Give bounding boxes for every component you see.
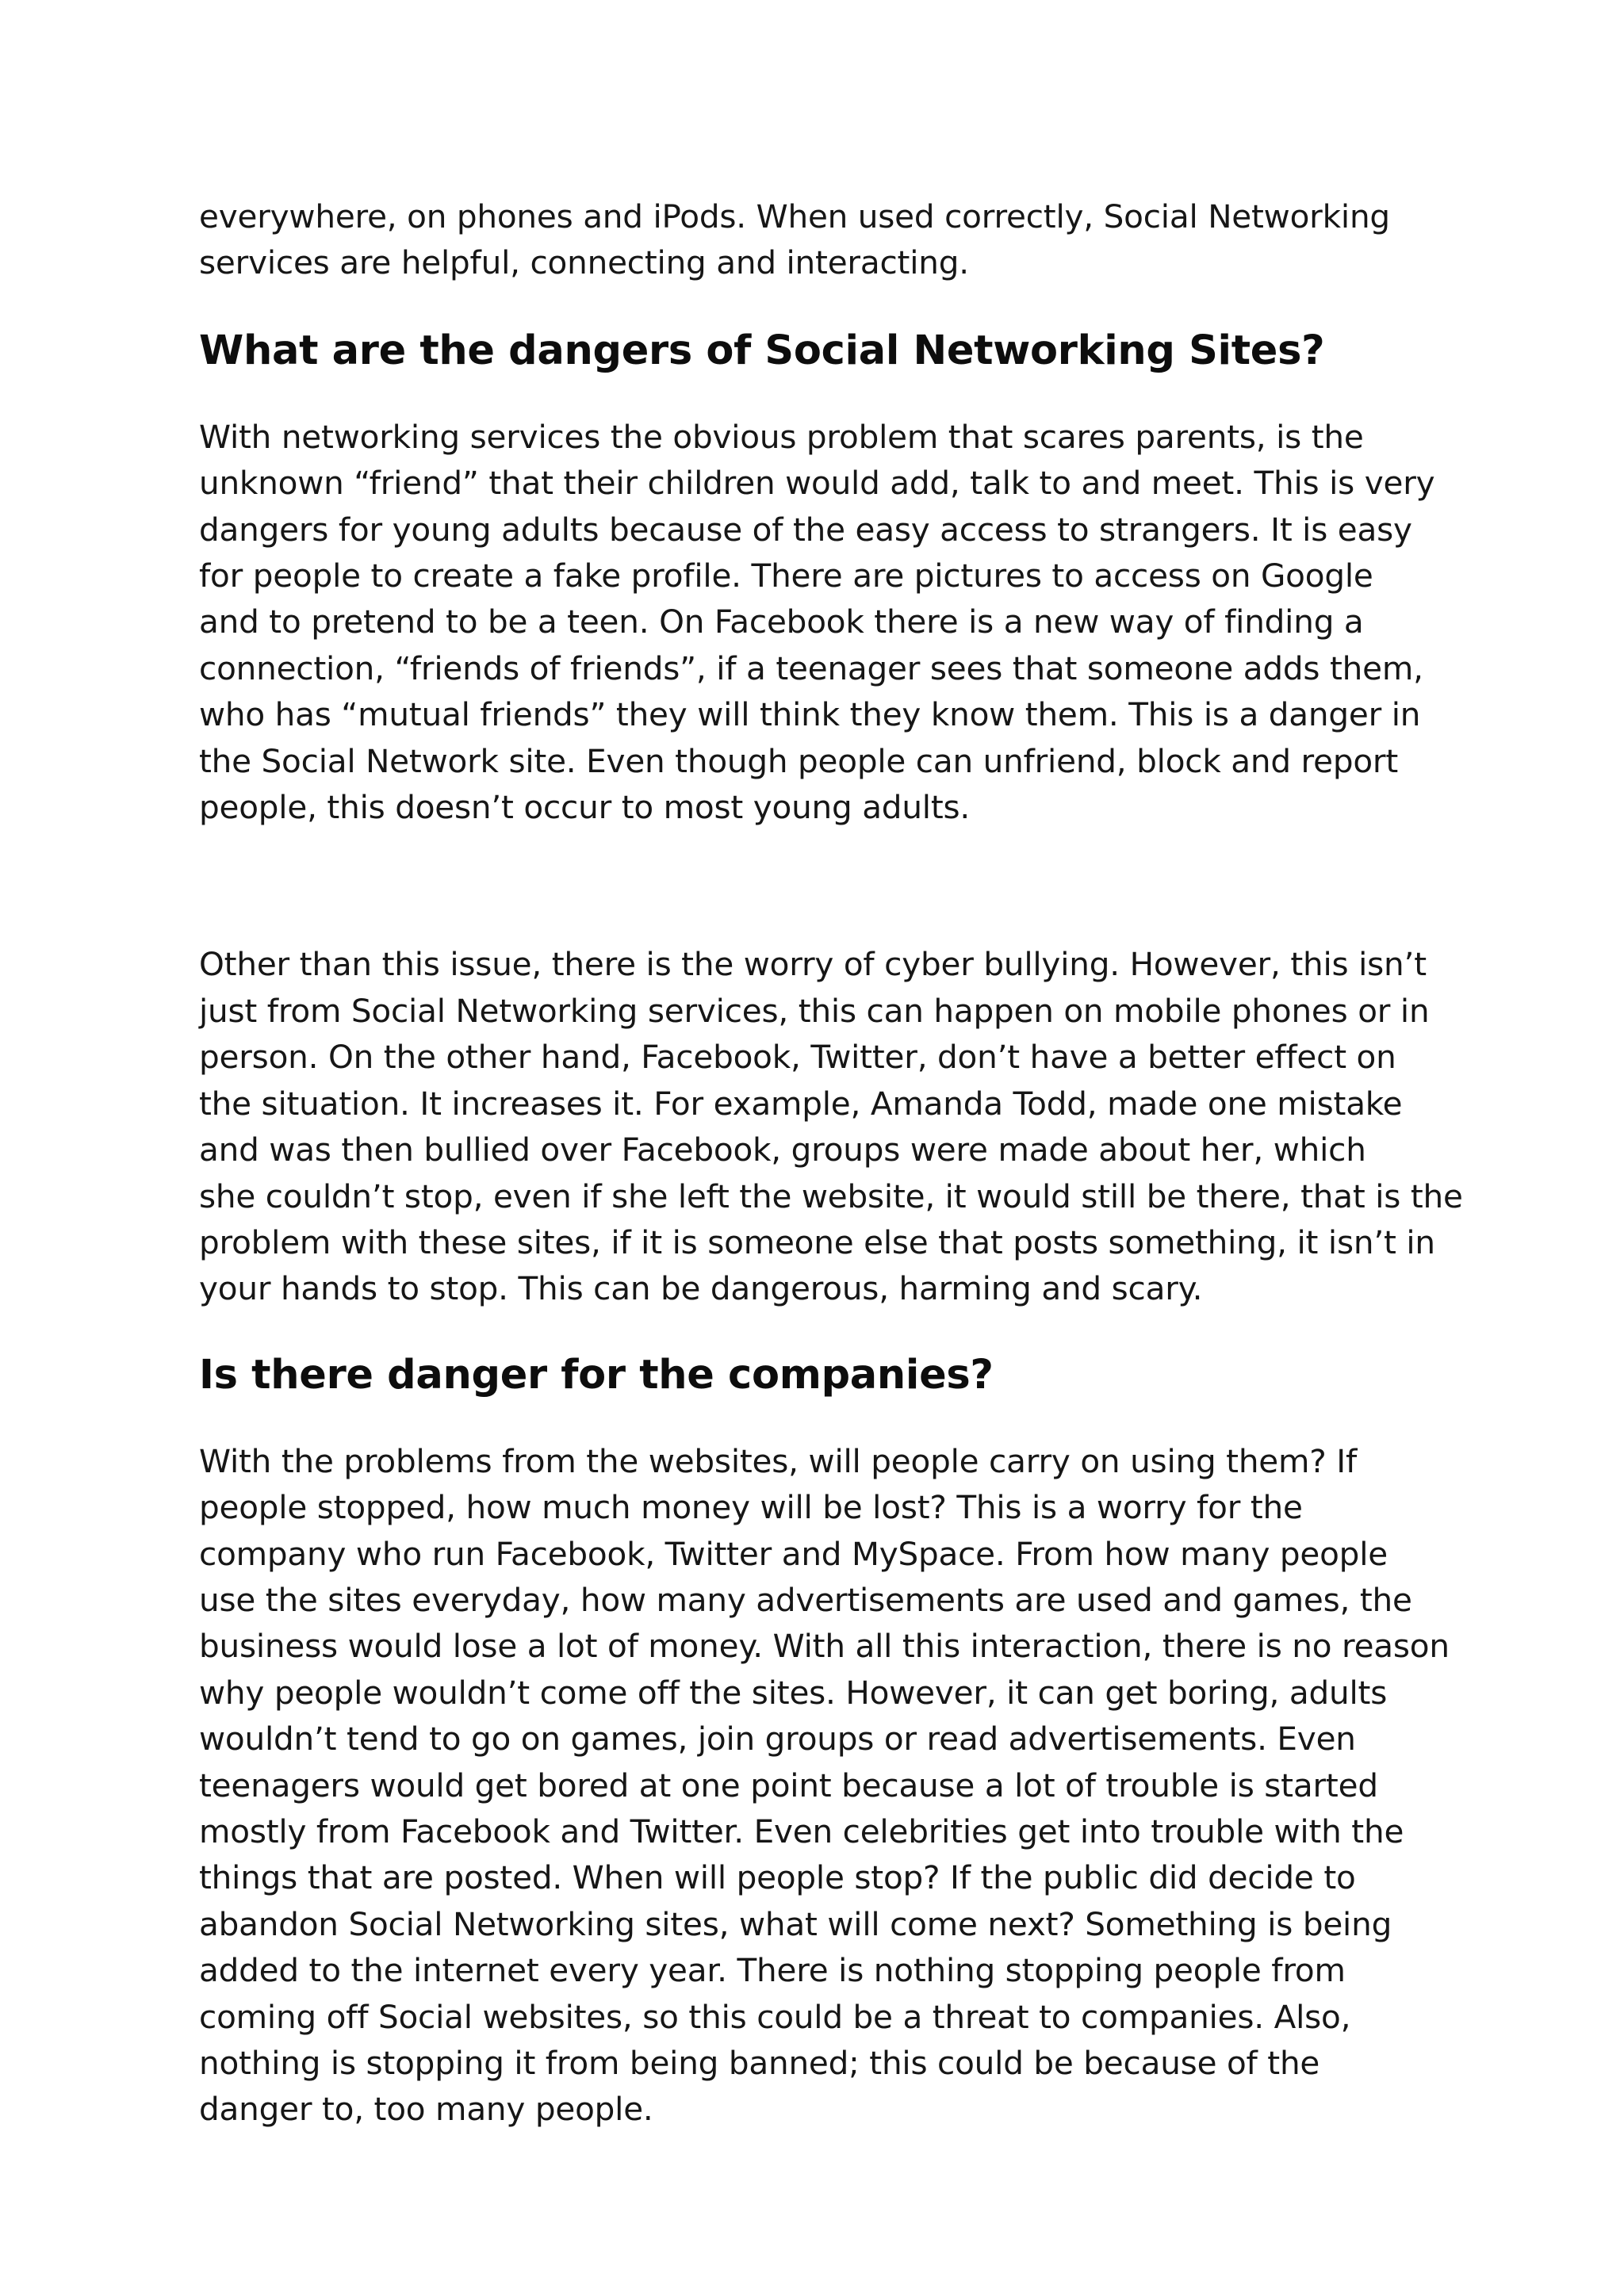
text-line: she couldn’t stop, even if she left the website, it would still be there, that is the [199,1177,1463,1215]
text-line: who has “mutual friends” they will think they know them. This is a danger in [199,695,1421,734]
text-line: With the problems from the websites, will people carry on using them? If [199,1441,1358,1480]
heading-danger-for-companies: Is there danger for the companies? [199,1351,994,1399]
text-line: for people to create a fake profile. There are pictures to access on Google [199,557,1373,595]
text-line: teenagers would get bored at one point because a lot of trouble is started [199,1766,1378,1804]
text-line: and to pretend to be a teen. On Facebook there is a new way of finding a [199,603,1364,641]
dangers-paragraph [199,414,1452,831]
text-line: Other than this issue, there is the worry of cyber bullying. However, this isn’t [199,945,1427,984]
text-line: the situation. It increases it. For example, Amanda Todd, made one mistake [199,1084,1403,1123]
text-line: abandon Social Networking sites, what will come next? Something is being [199,1904,1392,1943]
cyber-bullying-paragraph [199,941,1463,1311]
text-line: services are helpful, connecting and interacting. [199,243,969,282]
text-line: business would lose a lot of money. With all this interaction, there is no reason [199,1627,1450,1666]
text-line: problem with these sites, if it is someone else that posts something, it isn’t in [199,1223,1435,1261]
text-line: everywhere, on phones and iPods. When used correctly, Social Networking [199,197,1390,235]
text-line: coming off Social websites, so this could be a threat to companies. Also, [199,1997,1351,2036]
text-line: company who run Facebook, Twitter and MySpace. From how many people [199,1534,1388,1573]
text-line: the Social Network site. Even though people can unfriend, block and report [199,741,1399,780]
text-line: why people wouldn’t come off the sites. However, it can get boring, adults [199,1673,1388,1712]
text-line: connection, “friends of friends”, if a teenager sees that someone adds them, [199,649,1423,687]
intro-paragraph [199,193,1452,286]
text-line: With networking services the obvious problem that scares parents, is the [199,417,1364,456]
text-line: dangers for young adults because of the easy access to strangers. It is easy [199,510,1412,549]
text-line: nothing is stopping it from being banned; this could be because of the [199,2044,1320,2082]
text-line: people stopped, how much money will be lost? This is a worry for the [199,1488,1303,1527]
text-line: danger to, too many people. [199,2090,653,2129]
text-line: mostly from Facebook and Twitter. Even celebrities get into trouble with the [199,1812,1404,1850]
text-line: wouldn’t tend to go on games, join groups or read advertisements. Even [199,1720,1356,1758]
companies-paragraph [199,1438,1452,2133]
text-line: just from Social Networking services, this can happen on mobile phones or in [199,991,1430,1030]
text-line: people, this doesn’t occur to most young adults. [199,788,971,827]
text-line: unknown “friend” that their children would add, talk to and meet. This is very [199,464,1435,503]
text-line: person. On the other hand, Facebook, Twitter, don’t have a better effect on [199,1038,1396,1077]
text-line: things that are posted. When will people stop? If the public did decide to [199,1858,1356,1897]
heading-dangers-of-social-networking: What are the dangers of Social Networking Sites? [199,327,1325,374]
text-line: and was then bullied over Facebook, groups were made about her, which [199,1131,1366,1169]
text-line: use the sites everyday, how many advertisements are used and games, the [199,1580,1412,1619]
document-body [199,193,1463,2133]
text-line: added to the internet every year. There is nothing stopping people from [199,1951,1346,1990]
text-line: your hands to stop. This can be dangerous, harming and scary. [199,1269,1203,1308]
